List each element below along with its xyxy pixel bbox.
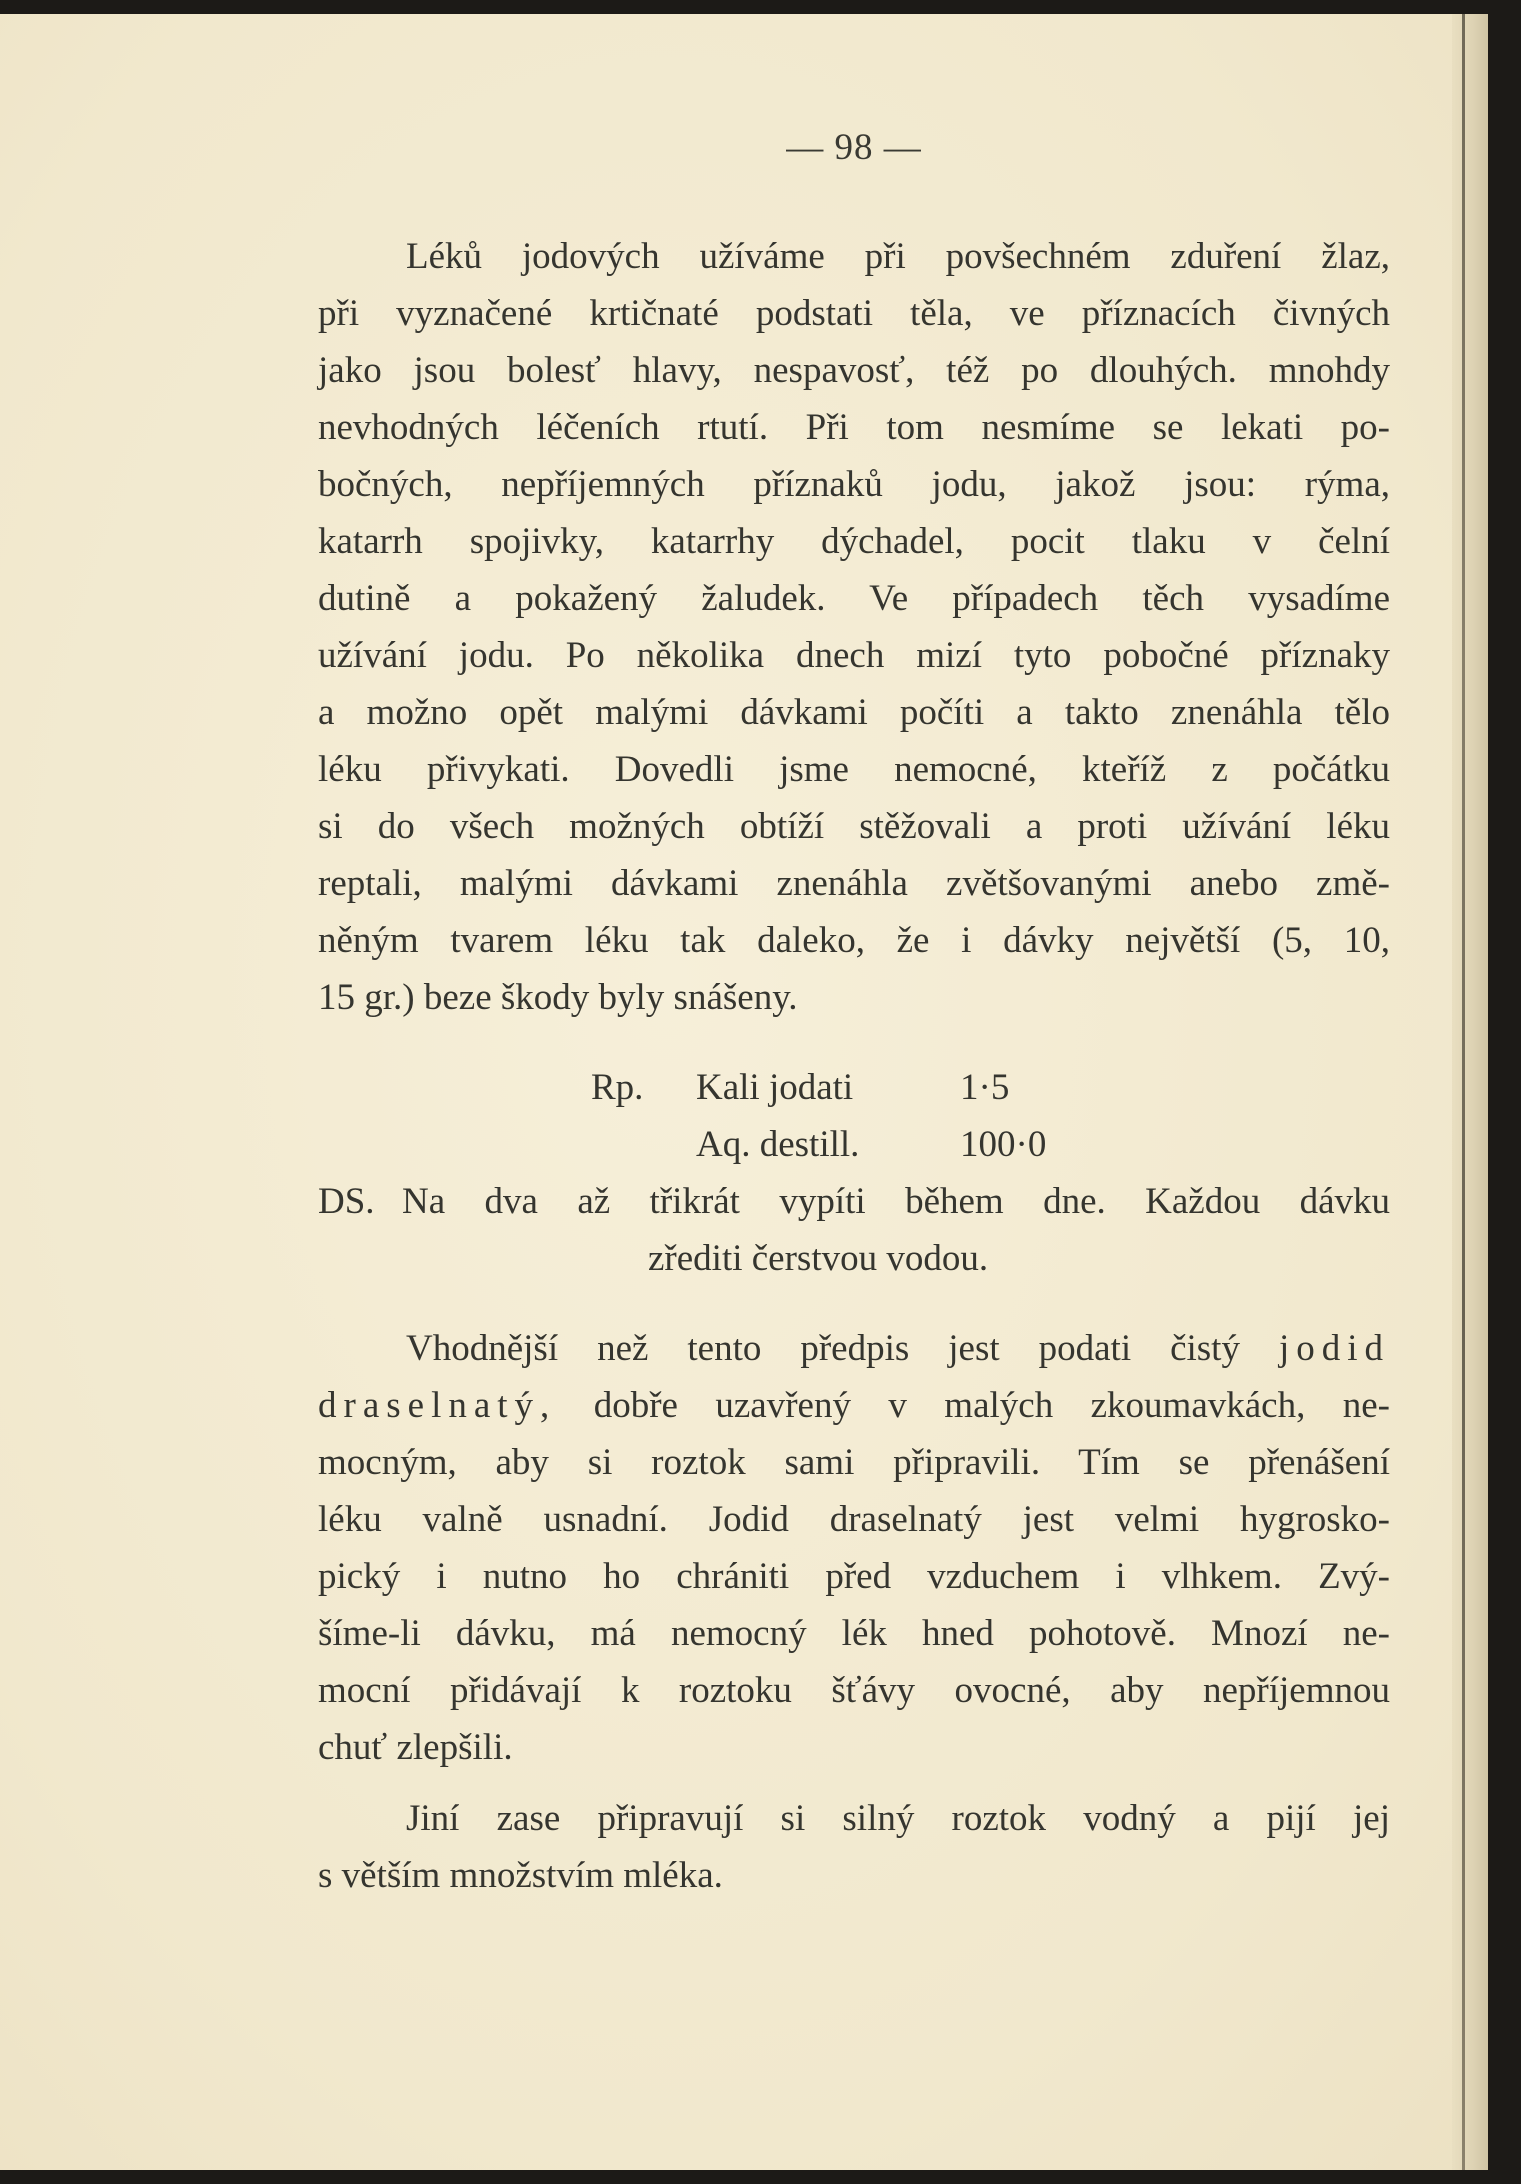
rx-ds-label: DS. bbox=[318, 1181, 375, 1222]
rx-label: Rp. bbox=[591, 1067, 644, 1108]
text-line: léku přivykati. Dovedli jsme nemocné, kteříž z počátku bbox=[318, 749, 1390, 790]
text-line: při vyznačené krtičnaté podstati těla, ve příznacích čivných bbox=[318, 293, 1390, 334]
text-line: dutině a pokažený žaludek. Ve případech těch vysadíme bbox=[318, 578, 1390, 619]
text-line: něným tvarem léku tak daleko, že i dávky největší (5, 10, bbox=[318, 920, 1390, 961]
text-line: jako jsou bolesť hlavy, nespavosť, též po dlouhých. mnohdy bbox=[318, 350, 1390, 391]
text-line: nevhodných léčeních rtutí. Při tom nesmíme se lekati po- bbox=[318, 407, 1390, 448]
text-line: si do všech možných obtíží stěžovali a proti užívání léku bbox=[318, 806, 1390, 847]
paragraph-3 bbox=[318, 1790, 1390, 1904]
text-segment: dobře uzavřený v malých zkoumavkách, ne- bbox=[593, 1385, 1391, 1426]
text-line: katarrh spojivky, katarrhy dýchadel, pocit tlaku v čelní bbox=[318, 521, 1390, 562]
emphasis-spaced: jodid bbox=[1278, 1328, 1391, 1369]
rx-item1-amount: 1·5 bbox=[960, 1067, 1010, 1108]
text-line: 15 gr.) beze škody byly snášeny. bbox=[318, 977, 798, 1018]
paragraph-1 bbox=[318, 228, 1390, 1026]
binding-edge bbox=[1462, 14, 1465, 2170]
text-line: bočných, nepříjemných příznaků jodu, jakož jsou: rýma, bbox=[318, 464, 1390, 505]
page-number: — 98 — bbox=[786, 127, 922, 168]
text-line: mocní přidávají k roztoku šťávy ovocné, aby nepříjemnou bbox=[318, 1670, 1390, 1711]
text-line: Léků jodových užíváme při povšechném zduření žlaz, bbox=[406, 236, 1390, 277]
book-page bbox=[0, 14, 1488, 2170]
page-gutter bbox=[1452, 14, 1488, 2170]
text-line: šíme-li dávku, má nemocný lék hned pohotově. Mnozí ne- bbox=[318, 1613, 1390, 1654]
paragraph-2 bbox=[318, 1320, 1390, 1776]
text-line: reptali, malými dávkami znenáhla zvětšovanými anebo změ- bbox=[318, 863, 1390, 904]
text-line: s větším množstvím mléka. bbox=[318, 1855, 723, 1896]
text-line: léku valně usnadní. Jodid draselnatý jest velmi hygrosko- bbox=[318, 1499, 1390, 1540]
text-line: pický i nutno ho chrániti před vzduchem i vlhkem. Zvý- bbox=[318, 1556, 1390, 1597]
rx-item1-name: Kali jodati bbox=[696, 1067, 854, 1108]
text-line: chuť zlepšili. bbox=[318, 1727, 513, 1768]
rx-item2-name: Aq. destill. bbox=[696, 1124, 860, 1165]
rx-item2-amount: 100·0 bbox=[960, 1124, 1047, 1165]
text-line bbox=[318, 1377, 1390, 1434]
text-line: a možno opět malými dávkami počíti a takto znenáhla tělo bbox=[318, 692, 1390, 733]
emphasis-spaced: draselnatý, bbox=[318, 1385, 557, 1426]
text-segment: Vhodnější než tento předpis jest podati čistý bbox=[406, 1328, 1240, 1369]
text-line: Jiní zase připravují si silný roztok vodný a pijí jej bbox=[406, 1798, 1390, 1839]
rx-instruction-line1: Na dva až třikrát vypíti během dne. Každou dávku bbox=[402, 1181, 1390, 1222]
text-line bbox=[318, 1320, 1390, 1377]
text-line: mocným, aby si roztok sami připravili. Tím se přenášení bbox=[318, 1442, 1390, 1483]
text-line: užívání jodu. Po několika dnech mizí tyto pobočné příznaky bbox=[318, 635, 1390, 676]
rx-instruction-line2: zřediti čerstvou vodou. bbox=[648, 1238, 989, 1279]
